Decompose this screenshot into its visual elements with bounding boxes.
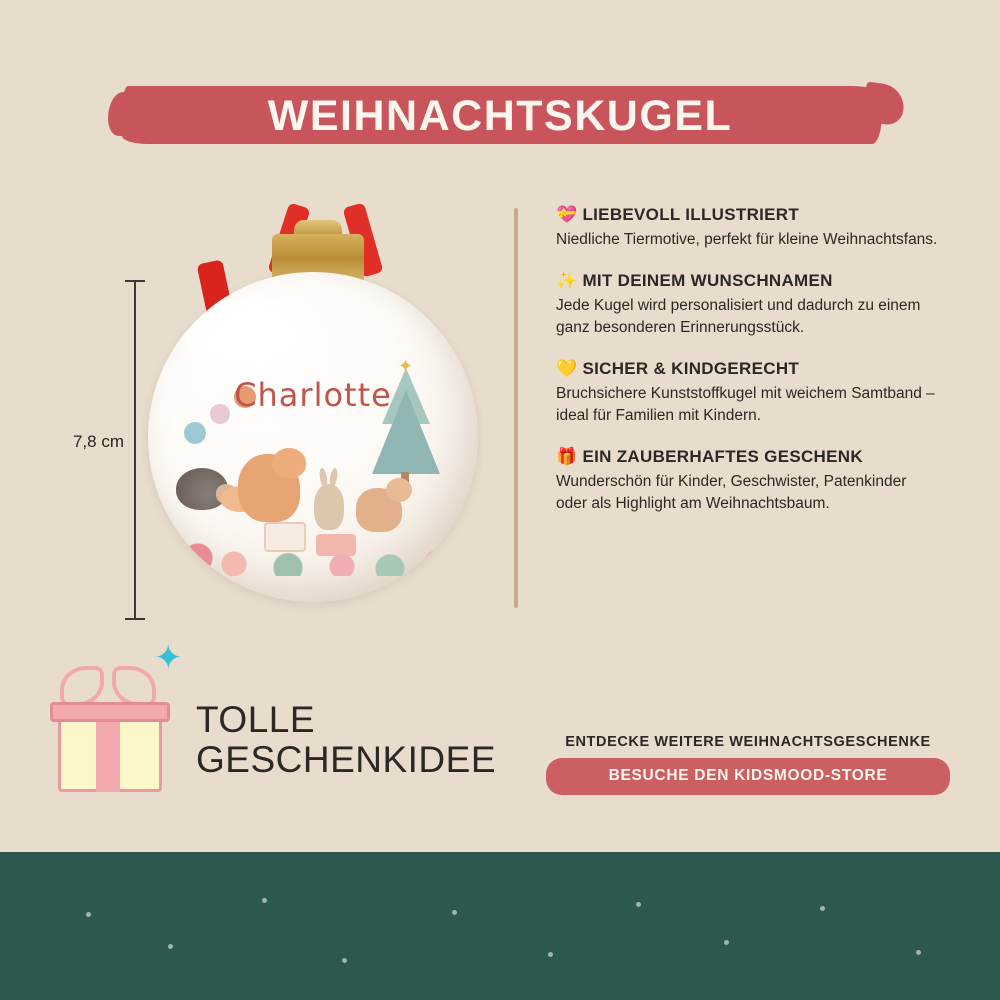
page-title: WEIHNACHTSKUGEL [267,92,733,140]
feature-heading: SICHER & KINDGERECHT [582,359,800,378]
star-sparkle-icon: ✦ [154,638,183,678]
feature-list [556,205,956,535]
feature-heading: LIEBEVOLL ILLUSTRIERT [582,205,800,224]
snow-dot [452,910,457,915]
feature-heading-row [556,205,956,225]
feature-heading-row [556,271,956,291]
store-cta-block [546,734,950,795]
feature-heading-row [556,447,956,467]
feature-heading: MIT DEINEM WUNSCHNAMEN [582,271,833,290]
snow-dot [548,952,553,957]
feature-body: Jede Kugel wird personalisiert und dadurch zu einem ganz besonderen Erinnerungsstück. [556,297,921,336]
gift-box-icon: 🎁 [556,447,578,467]
bow-left-icon [60,666,104,706]
deer-head-icon [386,478,412,502]
snow-dot [86,912,91,917]
gift-idea-title [196,700,496,780]
feature-item [556,205,956,251]
feature-item [556,359,956,427]
bow-right-icon [112,666,156,706]
tree-star-icon: ✦ [398,356,414,376]
snow-dot [342,958,347,963]
floral-foliage-icon [168,516,468,576]
fox-head-icon [272,448,306,478]
snow-dot [820,906,825,911]
snow-dot [916,950,921,955]
footer-band [0,840,1000,1000]
gift-idea-line2: GESCHENKIDEE [196,738,497,780]
feature-item [556,447,956,515]
hedgehog-icon [176,468,228,510]
gift-idea-line1: TOLLE [196,699,316,740]
sparkles-icon: ✨ [556,271,578,291]
store-subtitle: ENTDECKE WEITERE WEIHNACHTSGESCHENKE [565,734,931,750]
personalized-name: Charlotte [234,376,392,414]
vertical-divider [514,208,518,608]
ball-illustration [148,272,478,602]
feature-body: Niedliche Tiermotive, perfekt für kleine Weihnachtsfans. [556,231,938,248]
feature-body: Wunderschön für Kinder, Geschwister, Patenkinder oder als Highlight am Weihnachtsbaum. [556,473,907,512]
feature-body: Bruchsichere Kunststoffkugel mit weichem Samtband – ideal für Familien mit Kindern. [556,385,935,424]
product-image [120,190,520,610]
heart-gift-icon: 💝 [556,205,578,225]
snow-dot [636,902,641,907]
yellow-heart-icon: 💛 [556,359,578,379]
snow-dot [724,940,729,945]
visit-store-button[interactable]: BESUCHE DEN KIDSMOOD-STORE [546,758,950,795]
gift-ribbon-icon [96,712,120,792]
feature-heading-row [556,359,956,379]
feature-item [556,271,956,339]
measure-label: 7,8 cm [72,432,124,451]
torn-paper-edge [0,840,1000,852]
christmas-ball [148,272,478,602]
feature-heading: EIN ZAUBERHAFTES GESCHENK [582,447,863,466]
snow-dot [168,944,173,949]
gift-illustration-icon [44,638,184,796]
header-banner [0,78,1000,158]
mini-ornament-blue-icon [184,422,206,444]
snow-dot [262,898,267,903]
gift-lid-icon [50,702,170,722]
